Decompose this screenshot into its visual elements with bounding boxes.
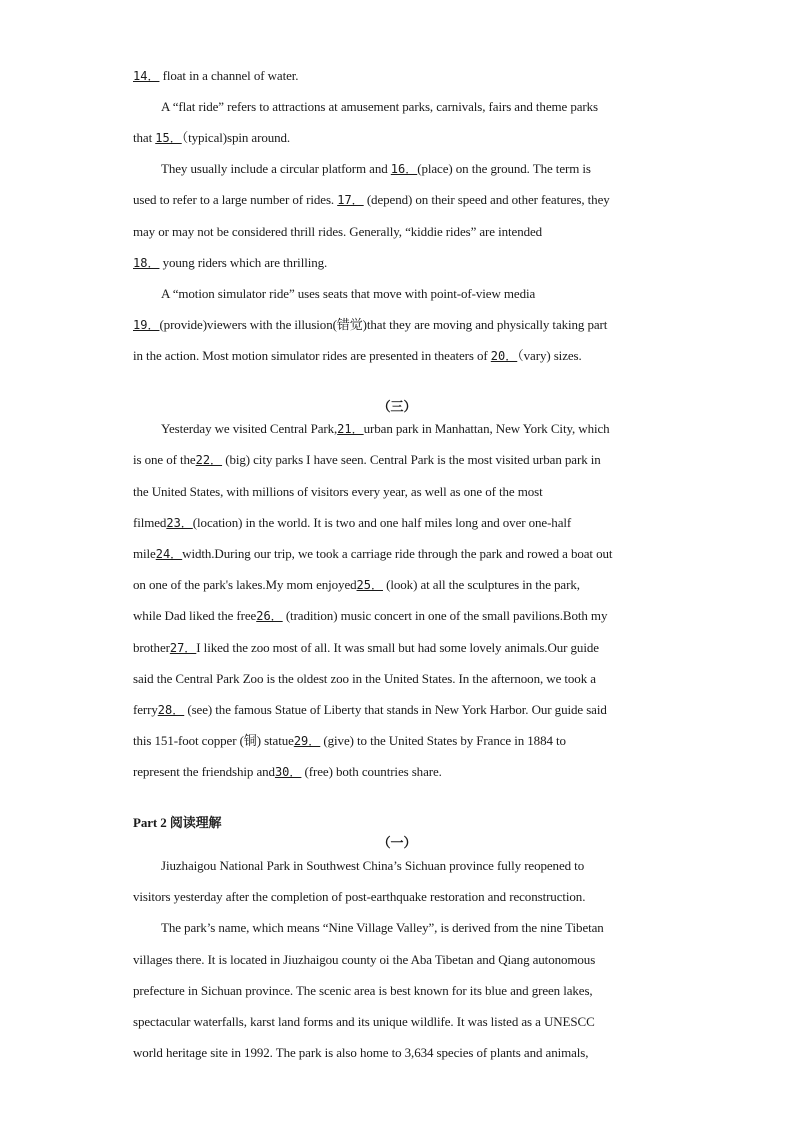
blank-22: 22． xyxy=(195,453,223,467)
section-heading: （三） xyxy=(377,400,417,415)
blank-18: 18． xyxy=(133,256,160,270)
blank-30: 30． xyxy=(274,765,302,779)
text-line: A “flat ride” refers to attractions at amusement parks, carnivals, fairs and theme parks xyxy=(161,99,598,114)
text-line: used to refer to a large number of rides. 17． (depend) on their speed and other features, they xyxy=(133,192,610,207)
text-line: A “motion simulator ride” uses seats that move with point-of-view media xyxy=(161,286,536,301)
text-line: 18． young riders which are thrilling. xyxy=(133,255,328,270)
text-line: Yesterday we visited Central Park,21．urban park in Manhattan, New York City, which xyxy=(161,421,610,436)
blank-23: 23． xyxy=(166,516,193,530)
blank-16: 16． xyxy=(390,162,418,176)
blank-28: 28． xyxy=(157,703,185,717)
text-line: The park’s name, which means “Nine Village Valley”, is derived from the nine Tibetan xyxy=(161,920,604,935)
text-line: ferry28． (see) the famous Statue of Liberty that stands in New York Harbor. Our guide said xyxy=(133,702,607,717)
text-line: said the Central Park Zoo is the oldest zoo in the United States. In the afternoon, we took a xyxy=(133,671,596,686)
text-line: villages there. It is located in Jiuzhaigou county oi the Aba Tibetan and Qiang autonomous xyxy=(133,952,596,967)
text-line: that 15．（typical)spin around. xyxy=(133,130,291,145)
text-line: filmed23．(location) in the world. It is two and one half miles long and over one-half xyxy=(133,515,572,530)
blank-21: 21． xyxy=(337,422,364,436)
text-line: represent the friendship and30． (free) both countries share. xyxy=(133,764,442,779)
part-title: Part 2 阅读理解 xyxy=(133,815,222,830)
blank-26: 26． xyxy=(256,609,283,623)
blank-19: 19． xyxy=(133,318,160,332)
text-line: 19．(provide)viewers with the illusion(错觉)that they are moving and physically taking part xyxy=(133,317,608,332)
text-line: spectacular waterfalls, karst land forms and its unique wildlife. It was listed as a UNESCC xyxy=(133,1014,595,1029)
text-line: the United States, with millions of visitors every year, as well as one of the most xyxy=(133,484,543,499)
blank-24: 24． xyxy=(155,547,183,561)
text-line: on one of the park's lakes.My mom enjoyed25． (look) at all the sculptures in the park, xyxy=(133,577,580,592)
text-line: visitors yesterday after the completion of post-earthquake restoration and reconstruction. xyxy=(133,889,586,904)
blank-14: 14． xyxy=(133,69,160,83)
text-line: world heritage site in 1992. The park is also home to 3,634 species of plants and animals, xyxy=(133,1045,589,1060)
text-line: is one of the22． (big) city parks I have seen. Central Park is the most visited urban park in xyxy=(133,452,601,467)
text-line: in the action. Most motion simulator rides are presented in theaters of 20．（vary) sizes. xyxy=(133,348,582,363)
section-heading: （一） xyxy=(377,836,417,851)
text-line: while Dad liked the free26． (tradition) music concert in one of the small pavilions.Both my xyxy=(133,608,608,623)
text-line: Jiuzhaigou National Park in Southwest China’s Sichuan province fully reopened to xyxy=(161,858,585,873)
text-line: 14． float in a channel of water. xyxy=(133,68,299,83)
blank-20: 20． xyxy=(490,349,518,363)
blank-15: 15． xyxy=(155,131,182,145)
blank-29: 29． xyxy=(293,734,321,748)
text-line: mile24．width.During our trip, we took a carriage ride through the park and rowed a boat out xyxy=(133,546,613,561)
blank-25: 25． xyxy=(356,578,383,592)
text-line: may or may not be considered thrill rides. Generally, “kiddie rides” are intended xyxy=(133,224,543,239)
text-line: They usually include a circular platform and 16．(place) on the ground. The term is xyxy=(161,161,591,176)
blank-27: 27． xyxy=(169,641,197,655)
text-line: brother27．I liked the zoo most of all. It was small but had some lovely animals.Our guide xyxy=(133,640,599,655)
blank-17: 17． xyxy=(337,193,364,207)
text-line: prefecture in Sichuan province. The scenic area is best known for its blue and green lakes, xyxy=(133,983,593,998)
text-line: this 151-foot copper (铜) statue29． (give) to the United States by France in 1884 to xyxy=(133,733,566,748)
